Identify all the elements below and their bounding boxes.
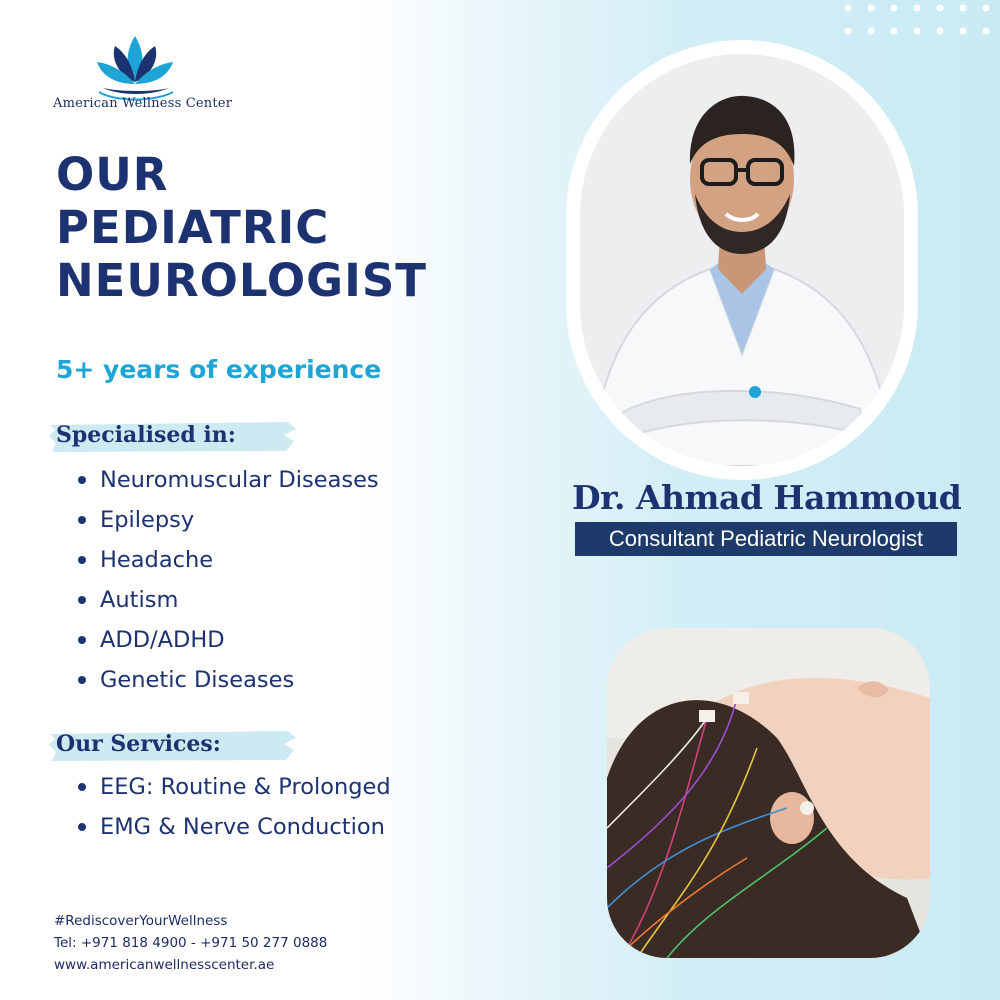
doctor-title: Consultant Pediatric Neurologist — [575, 522, 957, 556]
doctor-name: Dr. Ahmad Hammoud — [572, 478, 962, 517]
list-item: ADD/ADHD — [76, 620, 379, 660]
eeg-photo — [607, 628, 930, 958]
services-heading: Our Services: — [56, 731, 221, 757]
list-item: EEG: Routine & Prolonged — [76, 767, 391, 807]
doctor-illustration — [580, 54, 904, 466]
page-title — [56, 148, 427, 307]
list-item: Genetic Diseases — [76, 660, 379, 700]
headline-line-3: NEUROLOGIST — [56, 254, 427, 307]
dot-pattern — [840, 0, 1000, 40]
hashtag: #RediscoverYourWellness — [54, 913, 228, 929]
list-item: Epilepsy — [76, 500, 379, 540]
eeg-illustration — [607, 628, 930, 958]
doctor-photo — [580, 54, 904, 466]
footer — [54, 910, 327, 976]
brand-name: American Wellness Center — [53, 96, 233, 111]
experience-text: 5+ years of experience — [56, 355, 382, 384]
headline-line-2: PEDIATRIC — [56, 201, 330, 254]
services-label — [48, 728, 298, 764]
list-item: Neuromuscular Diseases — [76, 460, 379, 500]
specialised-heading: Specialised in: — [56, 422, 236, 448]
list-item: EMG & Nerve Conduction — [76, 807, 391, 847]
specialised-list — [76, 460, 379, 700]
headline-line-1: OUR — [56, 148, 169, 201]
list-item: Headache — [76, 540, 379, 580]
specialised-label — [48, 419, 298, 455]
services-list — [76, 767, 391, 847]
website-link[interactable]: www.americanwellnesscenter.ae — [54, 957, 275, 973]
list-item: Autism — [76, 580, 379, 620]
phone-text: Tel: +971 818 4900 - +971 50 277 0888 — [54, 935, 328, 951]
